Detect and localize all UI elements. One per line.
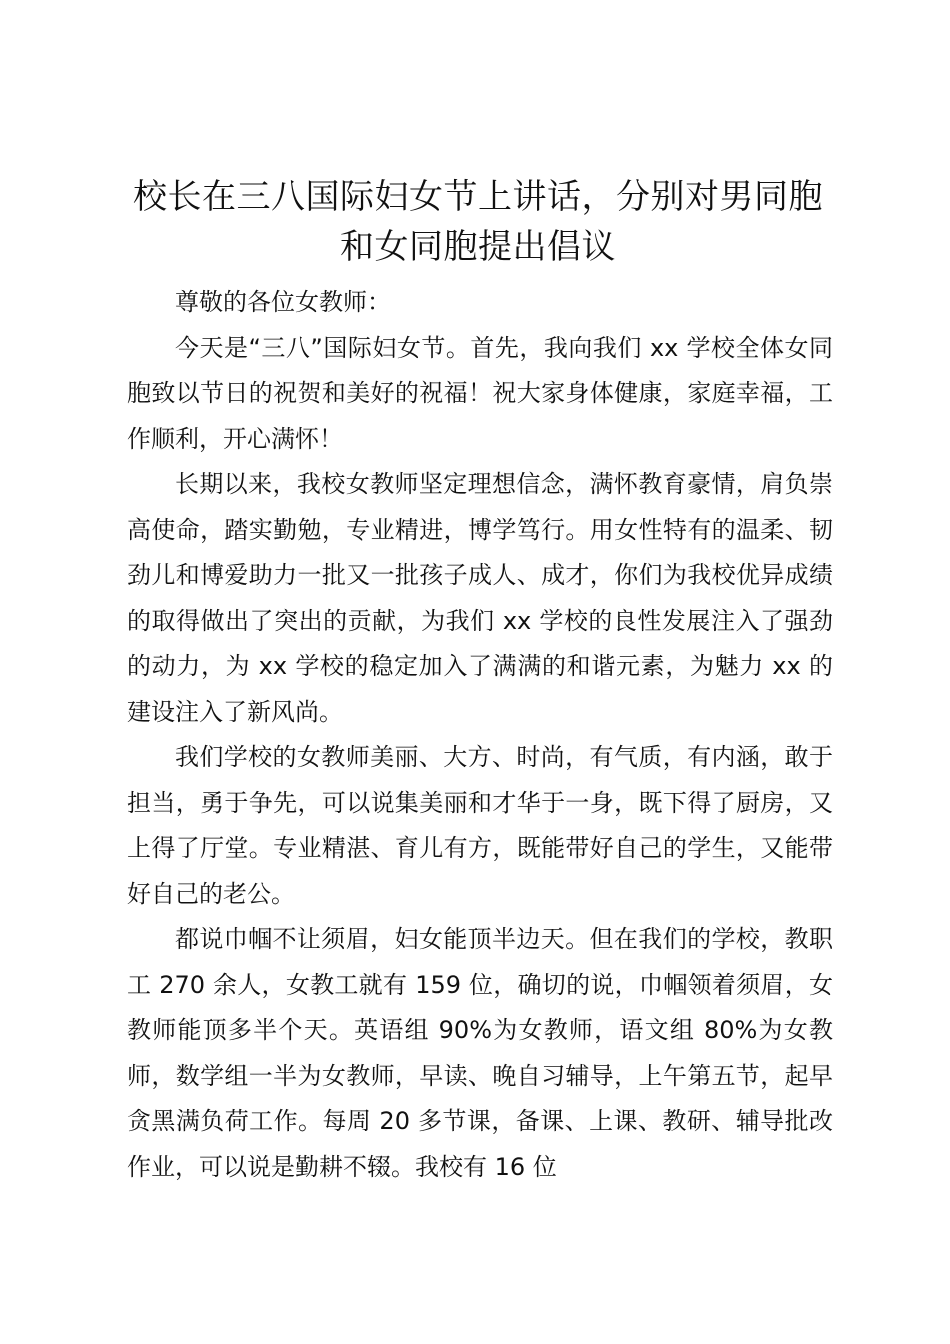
document-body	[127, 280, 833, 1190]
document-title: 校长在三八国际妇女节上讲话，分别对男同胞和女同胞提出倡议	[133, 177, 823, 267]
body-paragraph: 都说巾帼不让须眉，妇女能顶半边天。但在我们的学校，教职工 270 余人，女教工就有 159 位，确切的说，巾帼领着须眉，女教师能顶多半个天。英语组 90%为女教师，语文组 80%为女教师，数学组一半为女教师，早读、晚自习辅导，上午第五节，起早贪黑满负荷工作。每周 20 多节课，备课、上课、教研、辅导批改作业，可以说是勤耕不辍。我校有 16 位	[127, 925, 833, 1181]
body-paragraph: 我们学校的女教师美丽、大方、时尚，有气质，有内涵，敢于担当，勇于争先，可以说集美丽和才华于一身，既下得了厨房，又上得了厅堂。专业精湛、育儿有方，既能带好自己的学生，又能带好自己的老公。	[127, 743, 833, 908]
body-paragraph: 今天是“三八”国际妇女节。首先，我向我们 xx 学校全体女同胞致以节日的祝贺和美好的祝福！祝大家身体健康，家庭幸福，工作顺利，开心满怀！	[127, 333, 833, 453]
salutation-paragraph: 尊敬的各位女教师：	[175, 288, 391, 316]
body-paragraph: 长期以来，我校女教师坚定理想信念，满怀教育豪情，肩负崇高使命，踏实勤勉，专业精进，博学笃行。用女性特有的温柔、韧劲儿和博爱助力一批又一批孩子成人、成才，你们为我校优异成绩的取得做出了突出的贡献，为我们 xx 学校的良性发展注入了强劲的动力，为 xx 学校的稳定加入了满满的和谐元素，为魅力 xx 的建设注入了新风尚。	[127, 470, 833, 726]
